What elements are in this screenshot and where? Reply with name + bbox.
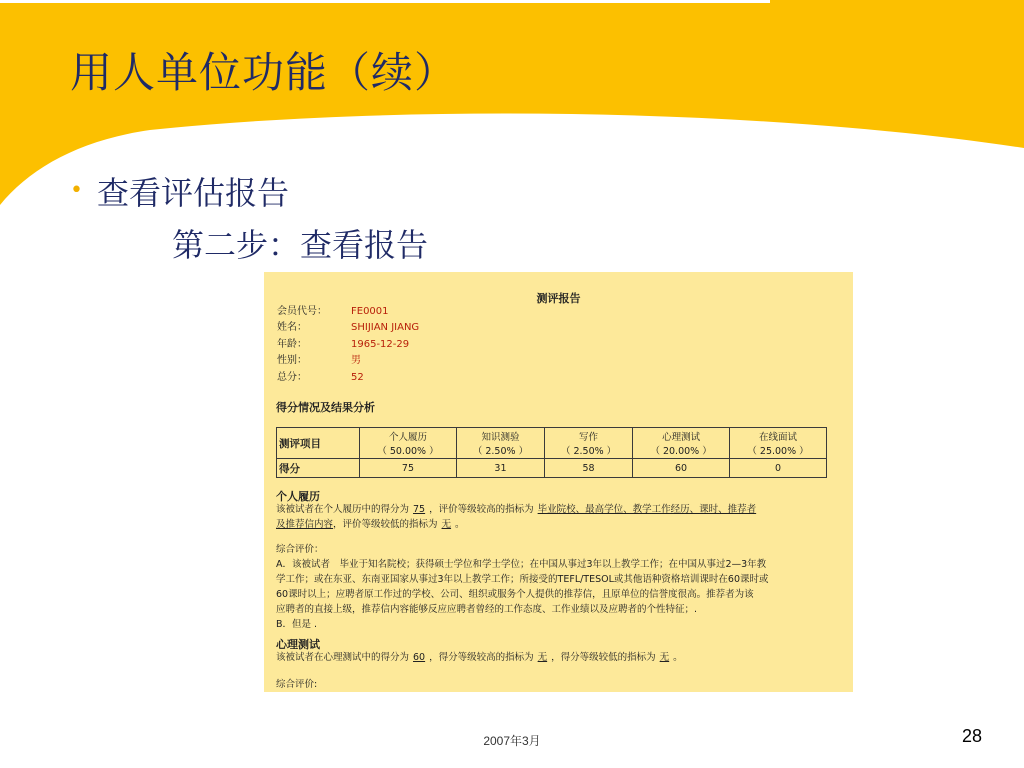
field-label: 年龄： (277, 339, 307, 350)
table-cell: 0 (730, 459, 827, 478)
footer-date: 2007年3月 (483, 734, 541, 748)
slide-title: 用人单位功能（续） (70, 48, 458, 97)
table-header-cell: 知识测验 （ 2.50% ） (456, 428, 544, 459)
table-row (277, 459, 827, 478)
table-row-head: 得分 (277, 459, 360, 478)
table-row-head: 测评项目 (277, 428, 360, 459)
table-header-cell: 在线面试 （ 25.00% ） (730, 428, 827, 459)
field-label: 会员代号： (277, 306, 327, 317)
field-label: 总分： (277, 372, 307, 383)
table-header-cell: 个人履历 （ 50.00% ） (360, 428, 457, 459)
table-row (277, 428, 827, 459)
table-header-cell: 写作 （ 2.50% ） (545, 428, 633, 459)
field-value: SHIJIAN JIANG (351, 322, 420, 333)
page-number: 28 (962, 726, 983, 746)
psych-section-title: 心理测试 (276, 638, 320, 651)
table-cell: 31 (456, 459, 544, 478)
bullet-item (70, 168, 289, 214)
field-value: FE0001 (351, 306, 389, 317)
overall-evaluation: 综合评价： A．该被试者 毕业于知名院校；获得硕士学位和学士学位；在中国从事过3年以上教学工作；在中国从事过2—3年教 学工作；或在东亚、东南亚国家从事过3年以上教学工作；所接受的TEFL/TESOL或其他语种资格培训课时在60课时或 60课时以上；应聘者原工作过的学校、公司、组织或服务个人提供的推荐信，且原单位的信誉度很高。推荐者为该 应聘者的直接上级，推荐信内容能够反应应聘者曾经的工作态度、工作业绩以及应聘者的个性特征；. B．但是 . (276, 544, 769, 630)
field-age (277, 338, 409, 352)
score-table (276, 427, 827, 478)
resume-paragraph: 该被试者在个人履历中的得分为 75 ，评价等级较高的指标为 毕业院校、最高学位、教学工作经历、课时、推荐者 及推荐信内容，评价等级较低的指标为 无 。 (276, 504, 757, 530)
field-value: 男 (351, 355, 361, 366)
field-total-score (277, 371, 364, 385)
table-cell: 75 (360, 459, 457, 478)
field-gender (277, 354, 361, 368)
field-value: 52 (351, 372, 364, 383)
field-label: 姓名： (277, 322, 307, 333)
analysis-title: 得分情况及结果分析 (276, 401, 375, 414)
field-member-id (277, 305, 389, 319)
field-name (277, 321, 419, 335)
table-header-cell: 心理测试 （ 20.00% ） (633, 428, 730, 459)
overall-evaluation-2: 综合评价: (276, 679, 318, 690)
report-screenshot (264, 272, 853, 692)
step-subheading: 第二步：查看报告 (172, 226, 429, 264)
psych-paragraph: 该被试者在心理测试中的得分为 60 ，得分等级较高的指标为 无 ，得分等级较低的指标为 无 。 (276, 652, 683, 663)
report-title: 测评报告 (536, 292, 581, 305)
table-cell: 58 (545, 459, 633, 478)
resume-section-title: 个人履历 (276, 490, 320, 503)
bullet-text: 查看评估报告 (96, 174, 289, 212)
bullet-dot-icon: • (70, 178, 83, 203)
field-label: 性别： (277, 355, 307, 366)
field-value: 1965-12-29 (351, 339, 410, 350)
table-cell: 60 (633, 459, 730, 478)
